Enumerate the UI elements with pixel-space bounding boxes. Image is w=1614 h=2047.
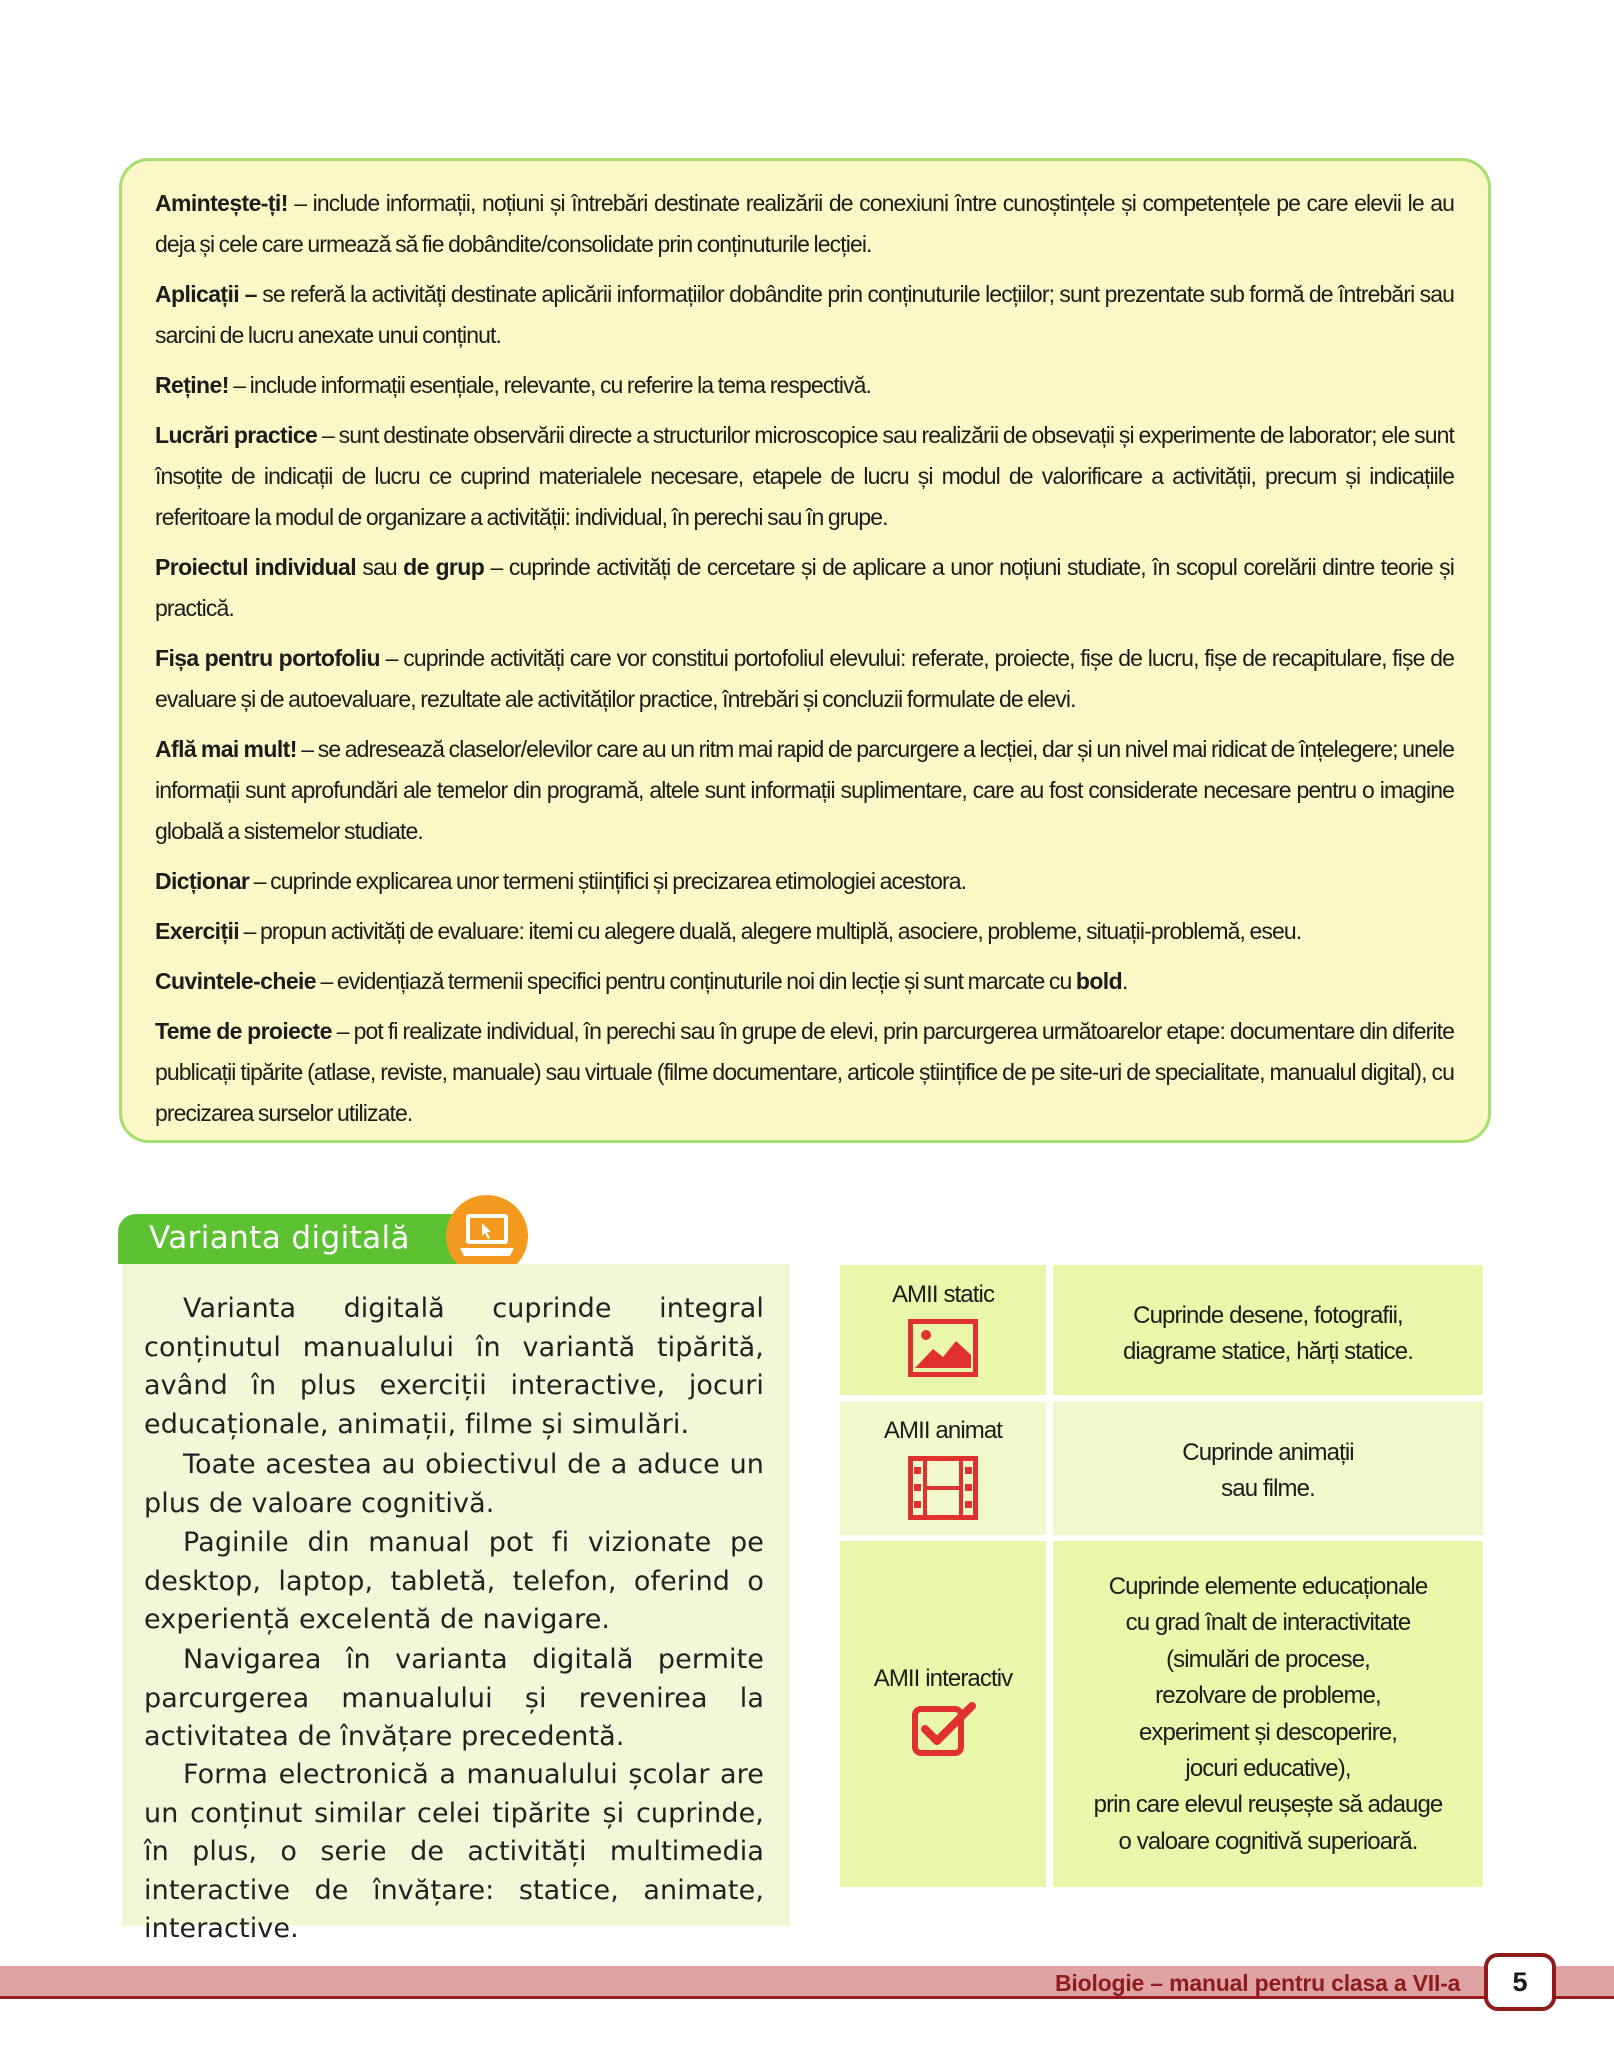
amii-static-desc: Cuprinde desene, fotografii, diagrame statice, hărți statice. (1122, 1302, 1413, 1366)
amii-interactiv-label-cell (840, 1541, 1046, 1887)
legend-entry-exercitii: Exerciții – propun activități de evaluare: itemi cu alegere duală, alegere multiplă, asociere, probleme, situații-problemă, eseu. (155, 918, 1302, 944)
amii-animat-label: AMII animat (883, 1417, 1003, 1444)
legend-entry-cuvinte-cheie: Cuvintele-cheie – evidențiază termenii specifici pentru conținuturile noi din lecție și sunt marcate cu bold. (155, 968, 1128, 994)
legend-box (119, 158, 1491, 1143)
amii-animat-desc-cell (1053, 1402, 1483, 1535)
page-number: 5 (1512, 1967, 1528, 1997)
digital-paragraph-1: Varianta digitală cuprinde integral conținutul manualului în variantă tipărită, având în plus exerciții interactive, jocuri educaționale, animații, filme și simulări. (144, 1293, 764, 1440)
amii-animat-desc: Cuprinde animații sau filme. (1182, 1439, 1354, 1503)
amii-static-desc-cell (1053, 1265, 1483, 1395)
amii-static-label: AMII static (891, 1281, 995, 1308)
digital-paragraph-2: Toate acestea au obiectivul de a aduce un plus de valoare cognitivă. (144, 1449, 764, 1519)
legend-entry-proiectul: Proiectul individual sau de grup – cuprinde activități de cercetare și de aplicare a unor noțiuni studiate, în scopul corelării dintre teorie și practică. (155, 554, 1454, 621)
page-number-box (1484, 1953, 1556, 2011)
legend-entry-teme-proiecte: Teme de proiecte – pot fi realizate individual, în perechi sau în grupe de elevi, prin parcurgerea următoarelor etape: documentare din diferite publicații tipărite (atlase, reviste, manuale) sau virtuale (filme documentare, articole științifice de pe site-uri de specialitate, manualul digital), cu precizarea surselor utilizate. (155, 1018, 1454, 1126)
digital-paragraph-5: Forma electronică a manualului școlar are un conținut similar celei tipărite și cuprinde, în plus, o serie de activități multimedia interactive de învățare: statice, animate, interactive. (144, 1759, 764, 1944)
legend-entry-dictionar: Dicționar – cuprinde explicarea unor termeni științifici și precizarea etimologiei acestora. (155, 868, 967, 894)
amii-interactiv-label: AMII interactiv (873, 1665, 1013, 1692)
footer-title: Biologie – manual pentru clasa a VII-a (1055, 1970, 1461, 1996)
amii-static-label-cell (840, 1265, 1046, 1395)
legend-entry-aminteste: Amintește-ți! – include informații, noțiuni și întrebări destinate realizării de conexiuni între cunoștințele și competențele pe care elevii le au deja și cele care urmează să fie dobândite/consolidate prin conținuturile lecției. (155, 190, 1454, 257)
legend-entry-lucrari-practice: Lucrări practice – sunt destinate observării directe a structurilor microscopice sau realizării de obsevații și experimente de laborator; ele sunt însoțite de indicații de lucru ce cuprind materialele necesare, etapele de lucru și modul de valorificare a activității, precum și indicațiile referitoare la modul de organizare a activității: individual, în perechi sau în grupe. (155, 422, 1454, 530)
legend-entry-retine: Reține! – include informații esențiale, relevante, cu referire la tema respectivă. (155, 372, 872, 398)
image-icon (908, 1319, 978, 1377)
checkbox-check-icon (912, 1701, 978, 1757)
amii-interactiv-desc: Cuprinde elemente educaționale cu grad înalt de interactivitate (simulări de procese, rezolvare de probleme, experiment și descoperire, jocuri educative), prin care elevul reușește să adauge o valoare cognitivă superioară. (1093, 1573, 1443, 1855)
amii-interactiv-desc-cell (1053, 1541, 1483, 1887)
legend-entry-fisa-portofoliu: Fișa pentru portofoliu – cuprinde activități care vor constitui portofoliul elevului: referate, proiecte, fișe de lucru, fișe de recapitulare, fișe de evaluare și de autoevaluare, rezultate ale activităților practice, întrebări și concluzii formulate de elevi. (155, 645, 1454, 712)
legend-entry-afla-mai-mult: Află mai mult! – se adresează claselor/elevilor care au un ritm mai rapid de parcurgere a lecției, dar și un nivel mai ridicat de înțelegere; unele informații sunt aprofundări ale temelor din programă, altele sunt informații suplimentare, care au fost considerate necesare pentru o imagine globală a sistemelor studiate. (155, 736, 1454, 844)
legend-entry-aplicatii: Aplicații – se referă la activități destinate aplicării informațiilor dobândite prin conținuturile lecțiilor; sunt prezentate sub formă de întrebări sau sarcini de lucru anexate unui conținut. (155, 281, 1455, 348)
digital-version-title: Varianta digitală (149, 1220, 410, 1256)
film-strip-icon (908, 1456, 978, 1520)
amii-animat-label-cell (840, 1402, 1046, 1535)
digital-paragraph-4: Navigarea în varianta digitală permite parcurgerea manualului și revenirea la activitatea de învățare precedentă. (144, 1644, 764, 1752)
digital-paragraph-3: Paginile din manual pot fi vizionate pe desktop, laptop, tabletă, telefon, oferind o experiență excelentă de navigare. (144, 1527, 764, 1635)
